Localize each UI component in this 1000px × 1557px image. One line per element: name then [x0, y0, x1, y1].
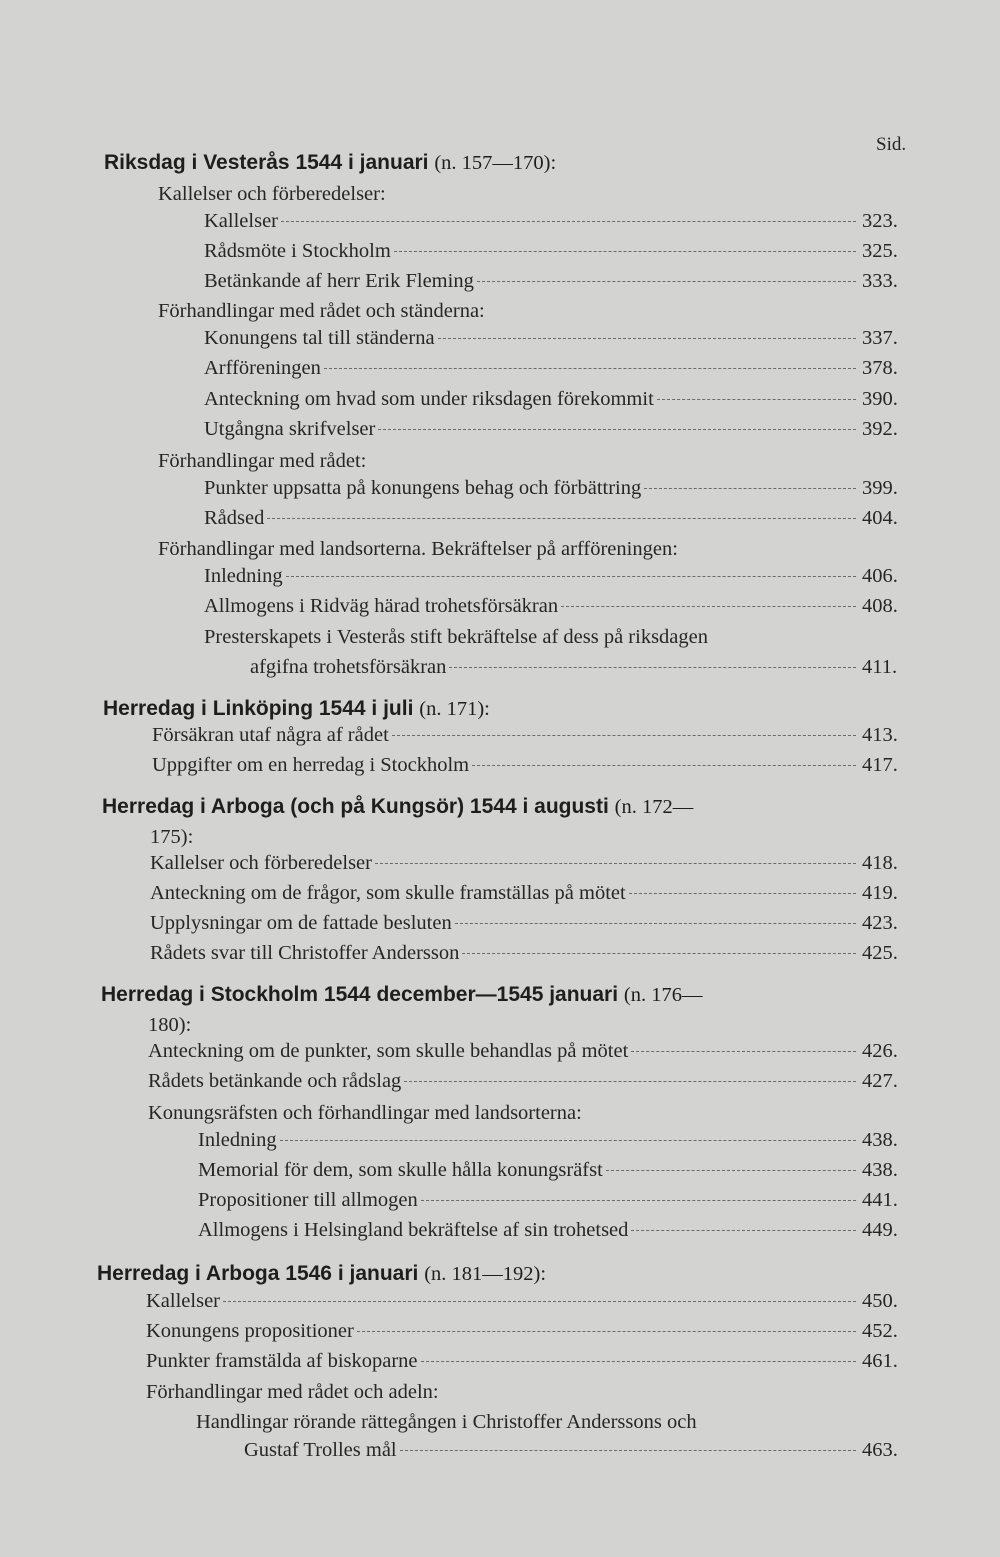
toc-entry: Punkter framstälda af biskoparne 461.	[146, 1350, 898, 1372]
toc-entry: Anteckning om de frågor, som skulle framställas på mötet 419.	[150, 882, 898, 904]
toc-entry: Allmogens i Helsingland bekräftelse af sin trohetsed 449.	[198, 1219, 898, 1241]
toc-entry: Inledning 406.	[204, 565, 898, 587]
section-ref: (n. 176—	[623, 984, 703, 1006]
section-title: Herredag i Linköping 1544 i juli	[103, 697, 414, 720]
toc-entry: Kallelser 323.	[204, 210, 898, 232]
toc-entry: Konungens tal till ständerna 337.	[204, 327, 898, 349]
toc-entry: Inledning 438.	[198, 1129, 898, 1151]
section-ref-continued: 175):	[150, 826, 194, 848]
toc-group: Kallelser och förberedelser:	[158, 183, 386, 205]
toc-entry: Konungens propositioner 452.	[146, 1320, 898, 1342]
toc-entry: Kallelser 450.	[146, 1290, 898, 1312]
toc-entry: Utgångna skrifvelser 392.	[204, 418, 898, 440]
section-heading	[97, 1262, 546, 1286]
toc-entry: Upplysningar om de fattade besluten 423.	[150, 912, 898, 934]
section-heading	[104, 151, 556, 175]
section-ref: (n. 181—192):	[424, 1263, 547, 1285]
toc-group: Konungsräfsten och förhandlingar med landsorterna:	[148, 1102, 582, 1124]
toc-entry: Anteckning om de punkter, som skulle behandlas på mötet 426.	[148, 1040, 898, 1062]
toc-entry: Kallelser och förberedelser 418.	[150, 852, 898, 874]
section-heading	[103, 697, 490, 721]
toc-entry: Memorial för dem, som skulle hålla konungsräfst 438.	[198, 1159, 898, 1181]
section-heading	[102, 795, 693, 819]
toc-entry: Anteckning om hvad som under riksdagen förekommit 390.	[204, 388, 898, 410]
section-title: Herredag i Arboga (och på Kungsör) 1544 i augusti	[102, 795, 609, 818]
toc-entry: Gustaf Trolles mål 463.	[244, 1439, 898, 1461]
page-column-label: Sid.	[876, 134, 907, 155]
toc-entry: Propositioner till allmogen 441.	[198, 1189, 898, 1211]
section-ref: (n. 172—	[614, 796, 694, 818]
toc-entry: Rådets betänkande och rådslag 427.	[148, 1070, 898, 1092]
toc-entry: Uppgifter om en herredag i Stockholm 417.	[152, 754, 898, 776]
toc-entry: Rådsed 404.	[204, 507, 898, 529]
section-title: Riksdag i Vesterås 1544 i januari	[104, 151, 429, 174]
toc-entry: Försäkran utaf några af rådet 413.	[152, 724, 898, 746]
section-title: Herredag i Arboga 1546 i januari	[97, 1262, 419, 1285]
toc-group: Förhandlingar med rådet och adeln:	[146, 1381, 439, 1403]
toc-entry: Rådets svar till Christoffer Andersson 425.	[150, 942, 898, 964]
toc-group: Förhandlingar med rådet och ständerna:	[158, 300, 485, 322]
toc-entry: Punkter uppsatta på konungens behag och förbättring 399.	[204, 477, 898, 499]
toc-entry-wrap: Handlingar rörande rättegången i Christoffer Anderssons och	[196, 1411, 697, 1433]
toc-entry: afgifna trohetsförsäkran 411.	[250, 656, 898, 678]
toc-entry: Rådsmöte i Stockholm 325.	[204, 240, 898, 262]
toc-group: Förhandlingar med rådet:	[158, 450, 367, 472]
section-ref: (n. 157—170):	[434, 152, 557, 174]
section-title: Herredag i Stockholm 1544 december—1545 januari	[101, 983, 619, 1006]
toc-entry: Betänkande af herr Erik Fleming 333.	[204, 270, 898, 292]
toc-group: Förhandlingar med landsorterna. Bekräftelser på arfföreningen:	[158, 538, 678, 560]
section-heading	[101, 983, 703, 1007]
section-ref: (n. 171):	[419, 698, 490, 720]
section-ref-continued: 180):	[148, 1014, 192, 1036]
toc-entry: Arfföreningen 378.	[204, 357, 898, 379]
toc-entry-wrap: Presterskapets i Vesterås stift bekräftelse af dess på riksdagen	[204, 626, 708, 648]
toc-entry: Allmogens i Ridväg härad trohetsförsäkran 408.	[204, 595, 898, 617]
